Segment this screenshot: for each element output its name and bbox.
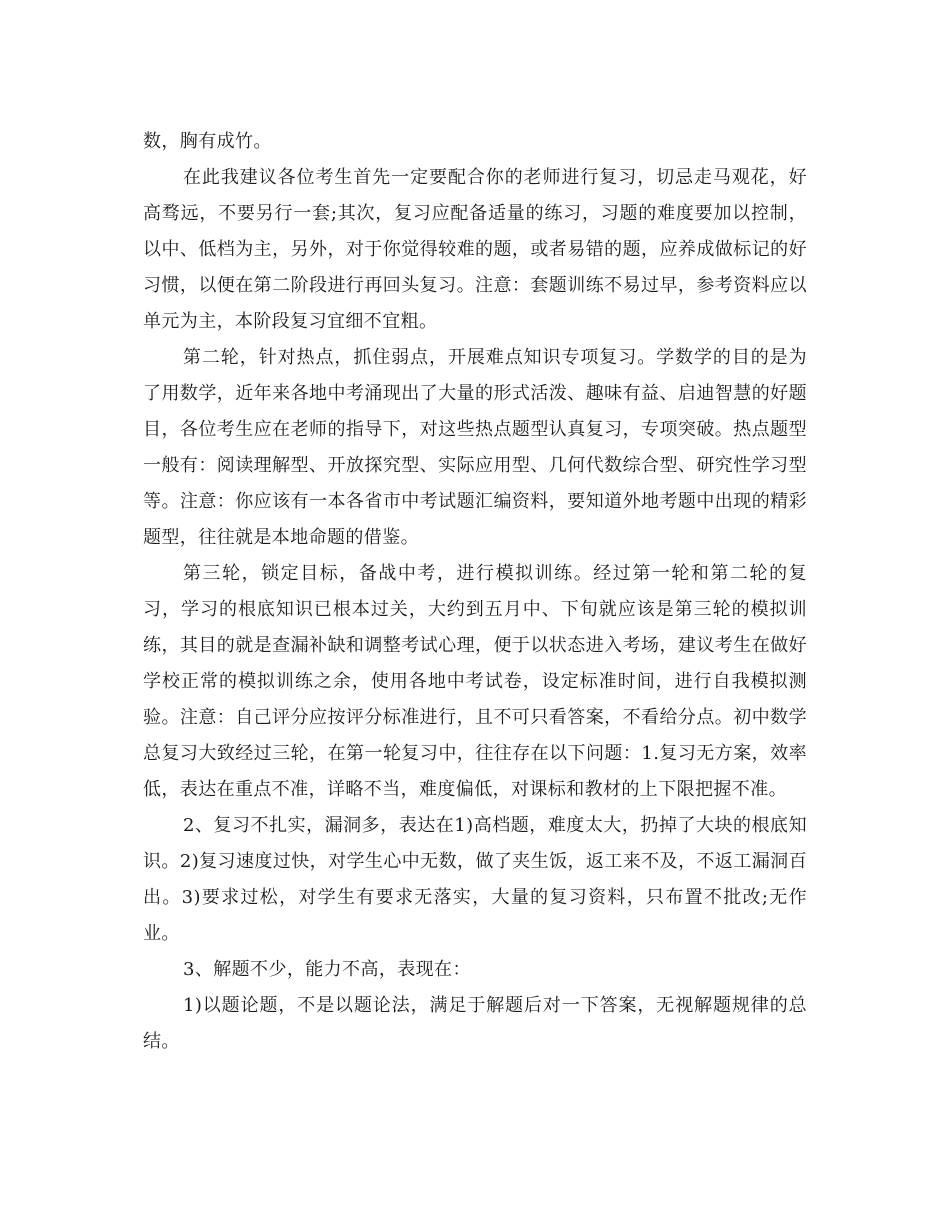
paragraph-1: 数，胸有成竹。 [143,131,272,152]
paragraph-7: 1)以题论题，不是以题论法，满足于解题后对一下答案，无视解题规律的总结。 [143,995,807,1052]
paragraph-6: 3、解题不少，能力不高，表现在： [183,959,471,980]
paragraph-3: 第二轮，针对热点，抓住弱点，开展难点知识专项复习。学数学的目的是为了用数学，近年来各地中考涌现出了大量的形式活泼、趣味有益、启迪智慧的好题目，各位考生应在老师的指导下，对这些热点题型认真复习，专项突破。热点题型一般有：阅读理解型、开放探究型、实际应用型、几何代数综合型、研究性学习型等。注意：你应该有一本各省市中考试题汇编资料，要知道外地考题中出现的精彩题型，往往就是本地命题的借鉴。 [143,347,807,548]
paragraph-4: 第三轮，锁定目标，备战中考，进行模拟训练。经过第一轮和第二轮的复习，学习的根底知识已根本过关，大约到五月中、下旬就应该是第三轮的模拟训练，其目的就是查漏补缺和调整考试心理，便于以状态进入考场，建议考生在做好学校正常的模拟训练之余，使用各地中考试卷，设定标准时间，进行自我模拟测验。注意：自己评分应按评分标准进行，且不可只看答案，不看给分点。初中数学总复习大致经过三轮，在第一轮复习中，往往存在以下问题：1.复习无方案，效率低，表达在重点不准，详略不当，难度偏低，对课标和教材的上下限把握不准。 [143,563,807,800]
paragraph-5: 2、复习不扎实，漏洞多，表达在1)高档题，难度太大，扔掉了大块的根底知识。2)复习速度过快，对学生心中无数，做了夹生饭，返工来不及，不返工漏洞百出。3)要求过松，对学生有要求无落实，大量的复习资料，只布置不批改;无作业。 [143,815,807,944]
document-body [143,124,807,1060]
paragraph-2: 在此我建议各位考生首先一定要配合你的老师进行复习，切忌走马观花，好高骛远，不要另行一套;其次，复习应配备适量的练习，习题的难度要加以控制，以中、低档为主，另外，对于你觉得较难的题，或者易错的题，应养成做标记的好习惯，以便在第二阶段进行再回头复习。注意：套题训练不易过早，参考资料应以单元为主，本阶段复习宜细不宜粗。 [143,167,807,332]
